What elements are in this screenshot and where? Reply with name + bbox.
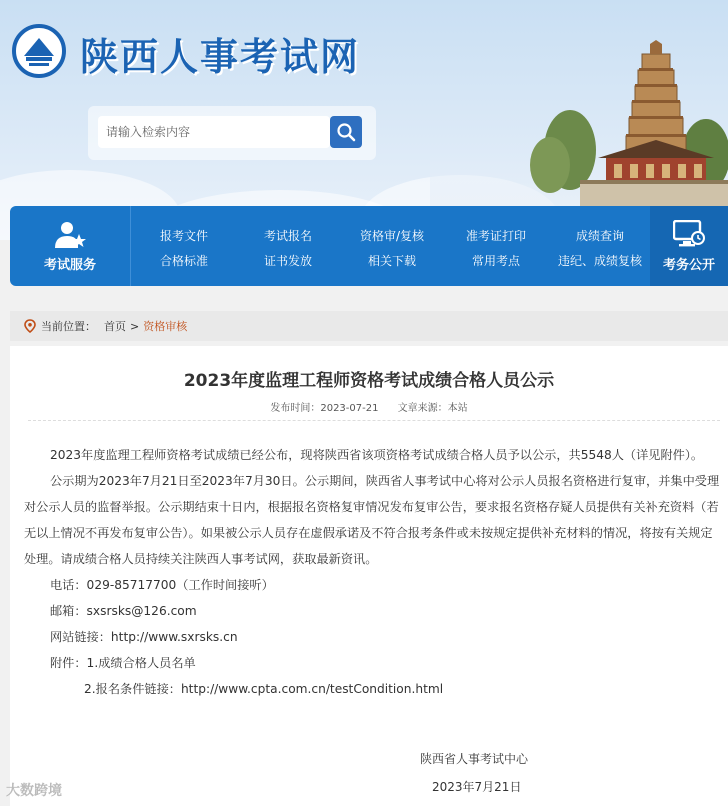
search-icon <box>336 122 356 142</box>
attachment-2-link[interactable]: 2.报名条件链接：http://www.cpta.com.cn/testCondition.html <box>84 682 444 696</box>
search-bar <box>88 106 376 160</box>
site-title[interactable]: 陕西人事考试网 <box>80 34 361 79</box>
monitor-clock-icon <box>673 220 705 248</box>
attachment-1-link[interactable]: 附件：1.成绩合格人员名单 <box>50 656 196 670</box>
nav-exam-affairs[interactable] <box>650 206 728 286</box>
nav-link-score-query[interactable]: 成绩查询 <box>575 229 624 243</box>
nav-column <box>132 224 236 274</box>
website-link[interactable]: 网站链接：http://www.sxrsks.cn <box>50 630 238 644</box>
nav-exam-service[interactable] <box>10 206 131 286</box>
nav-column <box>548 224 652 274</box>
signature-date: 2023年7月21日 <box>432 780 522 794</box>
article-title: 2023年度监理工程师资格考试成绩合格人员公示 <box>183 371 555 391</box>
search-button[interactable] <box>330 116 362 148</box>
search-input[interactable] <box>98 116 330 148</box>
publish-time: 发布时间：2023-07-21 <box>270 403 379 414</box>
nav-link-admission-ticket[interactable]: 准考证打印 <box>465 229 526 243</box>
main-navigation <box>10 206 728 286</box>
site-logo-icon[interactable] <box>12 24 66 78</box>
article-source: 文章来源：本站 <box>397 403 468 414</box>
nav-link-exam-registration[interactable]: 考试报名 <box>263 229 312 243</box>
nav-link-qualification-review[interactable]: 资格审/复核 <box>359 229 425 243</box>
breadcrumb-home-link[interactable]: 首页 <box>104 320 126 333</box>
signature: 陕西省人事考试中心 <box>420 752 529 766</box>
breadcrumb <box>10 311 728 341</box>
site-header <box>0 0 728 240</box>
breadcrumb-separator: > <box>130 319 140 333</box>
divider <box>28 420 720 421</box>
article-panel <box>10 346 728 806</box>
nav-link-downloads[interactable]: 相关下载 <box>367 254 416 268</box>
contact-email[interactable]: 邮箱：sxsrsks@126.com <box>50 604 197 618</box>
nav-column <box>236 224 340 274</box>
user-star-icon <box>53 220 87 250</box>
nav-link-application-docs[interactable]: 报考文件 <box>159 229 208 243</box>
nav-left-label: 考试服务 <box>43 257 96 273</box>
article-body <box>24 442 724 702</box>
paragraph-intro: 2023年度监理工程师资格考试成绩已经公布，现将陕西省该项资格考试成绩合格人员予以公示，共5548人（详见附件）。 <box>50 448 704 462</box>
article-meta <box>10 399 728 414</box>
paragraph-notice-period: 公示期为2023年7月21日至2023年7月30日。公示期间，陕西省人事考试中心将对公示人员报名资格进行复审，并集中受理对公示人员的监督举报。公示期结束十日内，根据报名资格复审情况发布复审公告，要求报名资格存疑人员提供有关补充资料（若无以上情况不再发布复审公告）。如果被公示人员存在虚假承诺及不符合报考条件或未按规定提供补充材料的情况，将按有关规定处理。请成绩合格人员持续关注陕西人事考试网，获取最新资讯。 <box>24 474 720 566</box>
nav-link-violation-score-review[interactable]: 违纪、成绩复核 <box>557 254 642 268</box>
contact-phone: 电话：029-85717700（工作时间接听） <box>50 578 274 592</box>
nav-column <box>444 224 548 274</box>
breadcrumb-current-link[interactable]: 资格审核 <box>143 320 188 333</box>
nav-column <box>340 224 444 274</box>
nav-link-pass-standard[interactable]: 合格标准 <box>159 254 208 268</box>
location-pin-icon <box>24 319 36 333</box>
nav-link-certificate-issue[interactable]: 证书发放 <box>263 254 312 268</box>
nav-link-exam-sites[interactable]: 常用考点 <box>471 254 520 268</box>
watermark: 大数跨境 <box>6 783 62 799</box>
breadcrumb-prefix: 当前位置： <box>41 320 96 333</box>
nav-right-label: 考务公开 <box>662 257 715 273</box>
